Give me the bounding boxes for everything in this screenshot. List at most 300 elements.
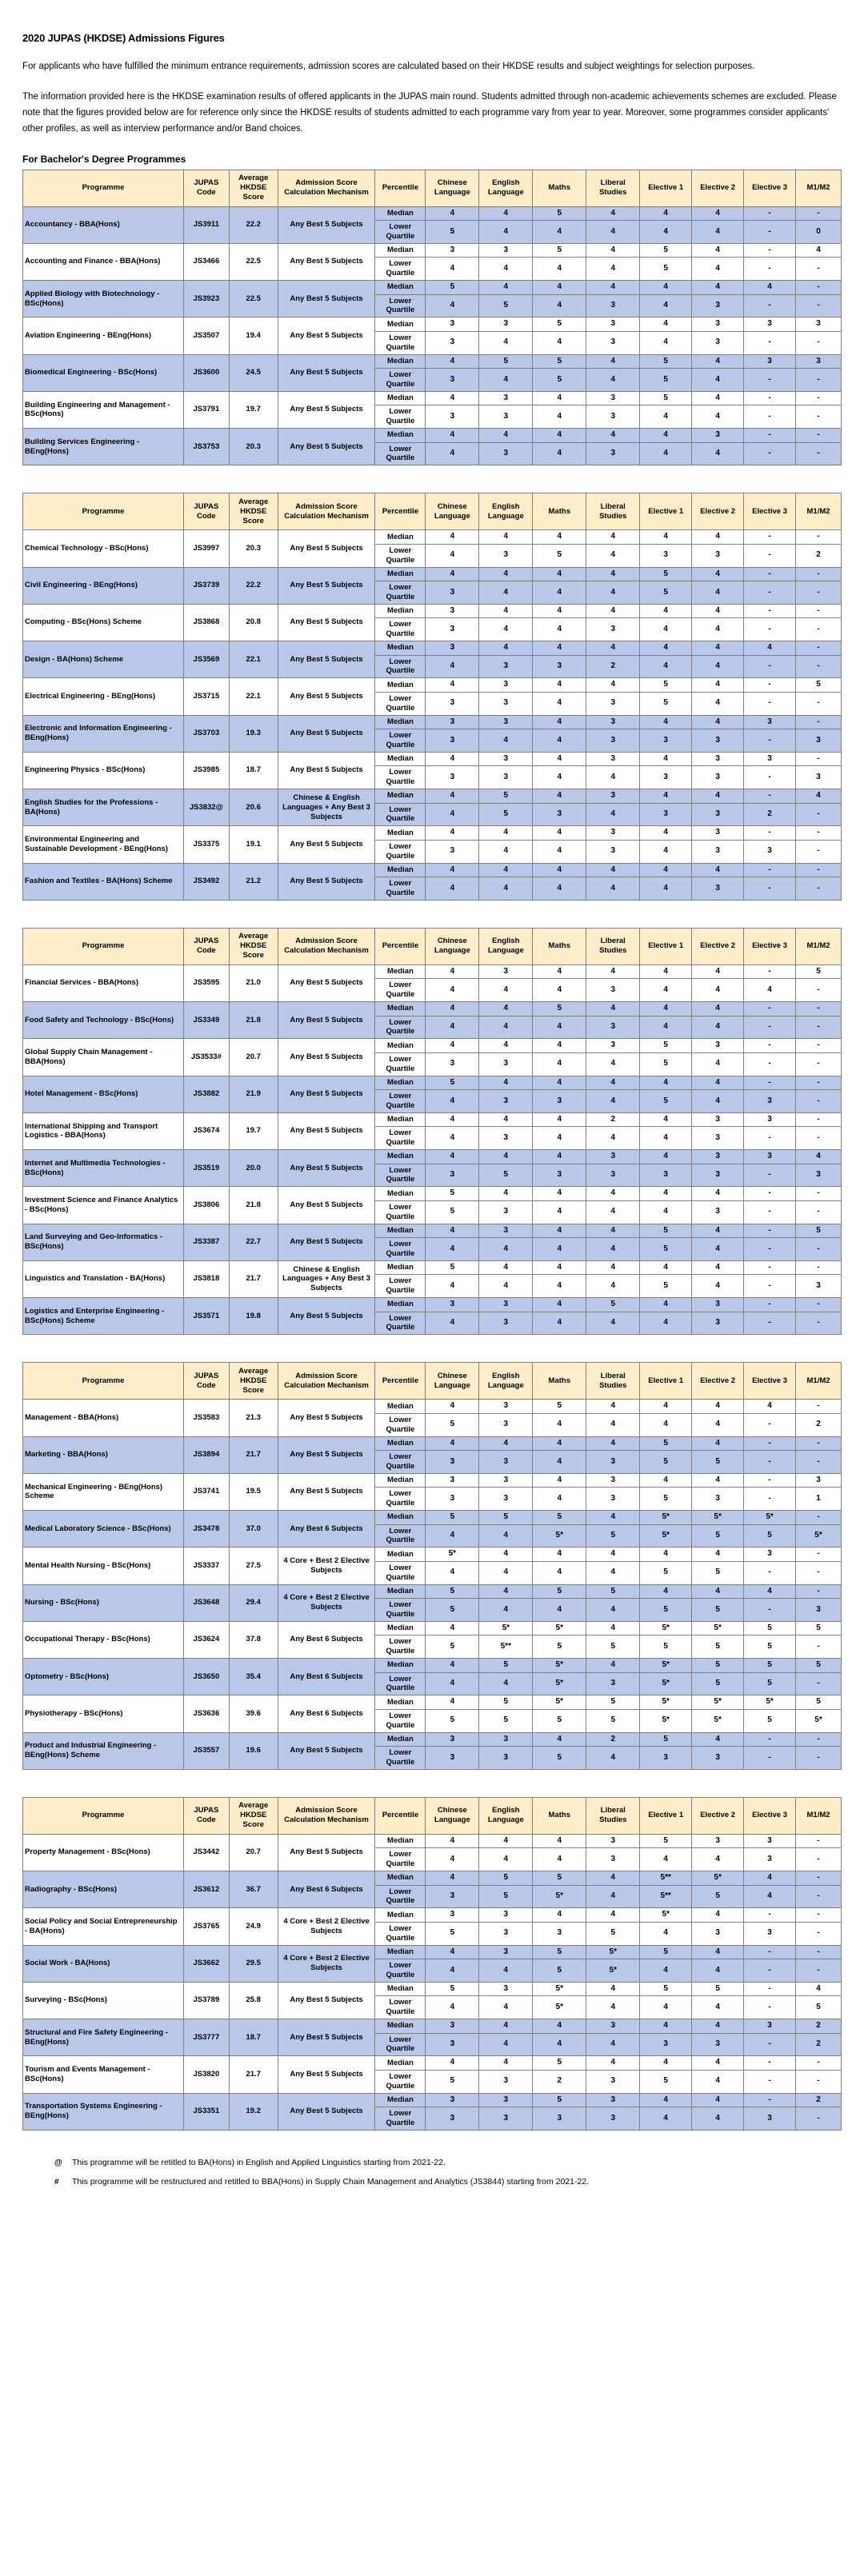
score-cell-median: 5 [692, 1982, 744, 1996]
score-cell-lower-quartile: - [744, 369, 796, 392]
mechanism-cell: Any Best 5 Subjects [278, 604, 375, 641]
score-cell-median: 5 [796, 1659, 842, 1673]
percentile-label-median: Median [375, 429, 426, 443]
mechanism-cell: Any Best 5 Subjects [278, 1150, 375, 1187]
score-cell-lower-quartile: - [796, 1747, 842, 1770]
table-row [23, 678, 842, 693]
score-cell-lower-quartile: 4 [533, 877, 586, 901]
score-cell-median: 5 [640, 567, 692, 581]
percentile-label-lower-quartile: Lower Quartile [375, 2033, 426, 2056]
score-cell-lower-quartile: 4 [479, 1275, 533, 1298]
jupas-code-cell: JS3351 [183, 2093, 229, 2130]
score-cell-median: 4 [533, 789, 586, 804]
score-cell-median: 4 [744, 1400, 796, 1414]
score-cell-median: 5 [796, 1621, 842, 1635]
score-cell-median: 4 [586, 1982, 640, 1996]
admissions-table [22, 493, 842, 901]
score-cell-median: 3 [479, 1945, 533, 1959]
score-cell-median: 5 [533, 206, 586, 221]
score-cell-median: 4 [640, 1260, 692, 1275]
jupas-code-cell: JS3894 [183, 1436, 229, 1473]
score-cell-median: 3 [586, 1473, 640, 1488]
score-cell-median: 4 [692, 715, 744, 729]
percentile-label-median: Median [375, 1224, 426, 1238]
programme-name-cell: Transportation Systems Engineering - BEng(Hons) [23, 2093, 184, 2130]
col-header-average-hkdse-score: Average HKDSE Score [229, 493, 278, 530]
table-row [23, 1400, 842, 1414]
score-cell-lower-quartile: - [796, 2070, 842, 2093]
score-cell-median: - [796, 1584, 842, 1599]
score-cell-lower-quartile: 5 [426, 1413, 479, 1436]
average-hkdse-score-cell: 21.8 [229, 1187, 278, 1224]
score-cell-lower-quartile: - [744, 1052, 796, 1076]
admissions-table [22, 1362, 842, 1770]
col-header-percentile: Percentile [375, 1797, 426, 1834]
score-cell-lower-quartile: 4 [640, 331, 692, 354]
score-cell-median: 5 [744, 1621, 796, 1635]
jupas-code-cell: JS3911 [183, 206, 229, 243]
score-cell-median: 5 [796, 1695, 842, 1710]
programme-name-cell: Product and Industrial Engineering - BEng(Hons) Scheme [23, 1732, 184, 1769]
score-cell-median: 5* [533, 1982, 586, 1996]
score-cell-lower-quartile: - [744, 1747, 796, 1770]
percentile-label-lower-quartile: Lower Quartile [375, 2107, 426, 2131]
score-cell-median: 3 [692, 1150, 744, 1164]
table-row [23, 1511, 842, 1525]
score-cell-median: - [744, 826, 796, 841]
table-row [23, 1621, 842, 1635]
score-cell-lower-quartile: - [744, 1275, 796, 1298]
score-cell-median: 4 [640, 1112, 692, 1127]
programme-name-cell: Chemical Technology - BSc(Hons) [23, 530, 184, 567]
score-cell-lower-quartile: 4 [640, 1996, 692, 2019]
score-cell-lower-quartile: 5 [426, 1635, 479, 1659]
percentile-label-lower-quartile: Lower Quartile [375, 1413, 426, 1436]
mechanism-cell: Any Best 5 Subjects [278, 2056, 375, 2093]
percentile-label-lower-quartile: Lower Quartile [375, 803, 426, 826]
score-cell-lower-quartile: - [744, 405, 796, 429]
score-cell-lower-quartile: 3 [692, 840, 744, 863]
footnote-text: This programme will be retitled to BA(Hons) in English and Applied Linguistics starting from 2021-22. [72, 2157, 446, 2167]
score-cell-median: 3 [692, 1834, 744, 1848]
score-cell-lower-quartile: 5 [640, 1561, 692, 1584]
score-cell-median: 2 [586, 1732, 640, 1747]
score-cell-median: - [796, 567, 842, 581]
percentile-label-median: Median [375, 1436, 426, 1451]
score-cell-median: 3 [479, 1473, 533, 1488]
score-cell-lower-quartile: 2 [796, 1413, 842, 1436]
score-cell-median: 4 [586, 1436, 640, 1451]
score-cell-lower-quartile: 4 [640, 405, 692, 429]
score-cell-median: 4 [744, 641, 796, 656]
mechanism-cell: Any Best 5 Subjects [278, 1187, 375, 1224]
score-cell-lower-quartile: 3 [586, 692, 640, 715]
score-cell-lower-quartile: 5 [640, 1635, 692, 1659]
score-cell-median: 4 [692, 1908, 744, 1923]
score-cell-median: 5 [426, 1511, 479, 1525]
table-row [23, 1834, 842, 1848]
col-header-chinese-language: Chinese Language [426, 1363, 479, 1400]
score-cell-lower-quartile: 3 [796, 1164, 842, 1187]
percentile-label-lower-quartile: Lower Quartile [375, 405, 426, 429]
score-cell-lower-quartile: 2 [533, 2070, 586, 2093]
score-cell-lower-quartile: - [796, 1959, 842, 1983]
col-header-m1-m2: M1/M2 [796, 1797, 842, 1834]
score-cell-median: 4 [586, 530, 640, 545]
score-cell-median: 4 [533, 1260, 586, 1275]
score-cell-lower-quartile: 3 [479, 655, 533, 678]
percentile-label-median: Median [375, 1584, 426, 1599]
programme-name-cell: Electronic and Information Engineering - BEng(Hons) [23, 715, 184, 752]
table-row [23, 1732, 842, 1747]
score-cell-median: 5* [640, 1511, 692, 1525]
score-cell-lower-quartile: 4 [586, 581, 640, 605]
score-cell-median: 3 [744, 715, 796, 729]
score-cell-lower-quartile: - [796, 1238, 842, 1261]
score-cell-lower-quartile: - [744, 1312, 796, 1335]
score-cell-lower-quartile: 3 [586, 294, 640, 318]
score-cell-lower-quartile: 4 [533, 2033, 586, 2056]
table-row [23, 206, 842, 221]
score-cell-median: - [796, 1548, 842, 1562]
score-cell-median: 3 [479, 678, 533, 693]
score-cell-lower-quartile: 2 [744, 803, 796, 826]
score-cell-median: 4 [533, 1076, 586, 1090]
score-cell-median: 3 [586, 2093, 640, 2107]
programme-name-cell: Building Engineering and Management - BSc(Hons) [23, 391, 184, 428]
score-cell-lower-quartile: 4 [426, 1561, 479, 1584]
score-cell-median: 5 [426, 1982, 479, 1996]
score-cell-median: 4 [640, 1400, 692, 1414]
score-cell-lower-quartile: 3 [426, 581, 479, 605]
table-row [23, 1224, 842, 1238]
score-cell-lower-quartile: 4 [692, 442, 744, 465]
section-title-bachelor-programmes: For Bachelor's Degree Programmes [22, 153, 186, 165]
table-row [23, 1039, 842, 1053]
score-cell-lower-quartile: 3 [586, 405, 640, 429]
score-cell-lower-quartile: - [744, 2070, 796, 2093]
mechanism-cell: Any Best 5 Subjects [278, 2019, 375, 2056]
col-header-elective-2: Elective 2 [692, 170, 744, 206]
score-cell-median: 4 [479, 826, 533, 841]
score-cell-median: - [744, 530, 796, 545]
score-cell-median: - [796, 2056, 842, 2071]
average-hkdse-score-cell: 21.0 [229, 965, 278, 1001]
table-row [23, 752, 842, 766]
score-cell-lower-quartile: 5 [426, 221, 479, 244]
mechanism-cell: 4 Core + Best 2 Elective Subjects [278, 1548, 375, 1584]
intro-paragraph-1: For applicants who have fulfilled the minimum entrance requirements, admission scores are calculated based on their HKDSE results and subject weightings for selection purposes. [22, 62, 755, 71]
average-hkdse-score-cell: 21.7 [229, 2056, 278, 2093]
col-header-chinese-language: Chinese Language [426, 170, 479, 206]
admissions-table [22, 170, 842, 466]
score-cell-lower-quartile: 3 [479, 1747, 533, 1770]
score-cell-lower-quartile: - [796, 1635, 842, 1659]
score-cell-lower-quartile: 3 [586, 1164, 640, 1187]
percentile-label-lower-quartile: Lower Quartile [375, 1451, 426, 1474]
score-cell-median: - [744, 1187, 796, 1201]
score-cell-median: 5 [640, 1224, 692, 1238]
score-cell-median: 4 [640, 1150, 692, 1164]
score-cell-median: 3 [586, 318, 640, 332]
percentile-label-lower-quartile: Lower Quartile [375, 331, 426, 354]
programme-name-cell: Occupational Therapy - BSc(Hons) [23, 1621, 184, 1658]
score-cell-lower-quartile: 4 [533, 766, 586, 789]
table-row [23, 1982, 842, 1996]
average-hkdse-score-cell: 18.7 [229, 752, 278, 789]
score-cell-median: 4 [479, 1076, 533, 1090]
score-cell-lower-quartile: 3 [586, 1488, 640, 1511]
score-cell-lower-quartile: 3 [479, 1200, 533, 1224]
mechanism-cell: Any Best 5 Subjects [278, 826, 375, 863]
score-cell-median: 3 [479, 965, 533, 979]
score-cell-lower-quartile: 5 [692, 1885, 744, 1908]
col-header-percentile: Percentile [375, 170, 426, 206]
average-hkdse-score-cell: 18.7 [229, 2019, 278, 2056]
table-row [23, 354, 842, 369]
score-cell-lower-quartile: 4 [640, 1016, 692, 1039]
score-cell-lower-quartile: 5 [640, 258, 692, 281]
score-cell-lower-quartile: 5 [640, 1275, 692, 1298]
score-cell-median: 3 [692, 826, 744, 841]
score-cell-median: 4 [533, 1732, 586, 1747]
score-cell-lower-quartile: 4 [533, 840, 586, 863]
score-cell-lower-quartile: 4 [533, 1127, 586, 1150]
score-cell-median: - [744, 1076, 796, 1090]
mechanism-cell: Any Best 5 Subjects [278, 243, 375, 280]
percentile-label-median: Median [375, 1002, 426, 1016]
footnote-item [54, 2158, 842, 2167]
table-row [23, 1908, 842, 1923]
score-cell-median: 4 [586, 604, 640, 618]
score-cell-lower-quartile: 4 [479, 258, 533, 281]
score-cell-median: - [744, 429, 796, 443]
average-hkdse-score-cell: 37.8 [229, 1621, 278, 1658]
score-cell-lower-quartile: 3 [479, 766, 533, 789]
score-cell-lower-quartile: 5* [533, 1996, 586, 2019]
score-cell-lower-quartile: 5** [479, 1635, 533, 1659]
score-cell-median: 4 [533, 826, 586, 841]
score-cell-median: 4 [533, 391, 586, 405]
average-hkdse-score-cell: 19.3 [229, 715, 278, 752]
score-cell-lower-quartile: 5 [426, 1599, 479, 1622]
col-header-elective-2: Elective 2 [692, 1797, 744, 1834]
mechanism-cell: Any Best 5 Subjects [278, 641, 375, 678]
mechanism-cell: Any Best 6 Subjects [278, 1621, 375, 1658]
score-cell-lower-quartile: 3 [479, 405, 533, 429]
score-cell-lower-quartile: - [796, 1672, 842, 1695]
score-cell-lower-quartile: 4 [586, 544, 640, 567]
mechanism-cell: 4 Core + Best 2 Elective Subjects [278, 1945, 375, 1982]
col-header-average-hkdse-score: Average HKDSE Score [229, 1797, 278, 1834]
score-cell-median: 4 [640, 604, 692, 618]
score-cell-lower-quartile: - [796, 258, 842, 281]
score-cell-lower-quartile: 4 [533, 1413, 586, 1436]
percentile-label-median: Median [375, 391, 426, 405]
score-cell-median: 4 [479, 1548, 533, 1562]
score-cell-median: - [744, 678, 796, 693]
score-cell-lower-quartile: 3 [479, 1312, 533, 1335]
average-hkdse-score-cell: 22.5 [229, 243, 278, 280]
score-cell-median: - [744, 604, 796, 618]
score-cell-lower-quartile: 4 [426, 1996, 479, 2019]
score-cell-median: 4 [479, 281, 533, 295]
score-cell-lower-quartile: - [796, 405, 842, 429]
score-cell-median: - [796, 1039, 842, 1053]
percentile-label-median: Median [375, 1298, 426, 1312]
programme-name-cell: Marketing - BBA(Hons) [23, 1436, 184, 1473]
score-cell-lower-quartile: 5* [796, 1709, 842, 1732]
score-cell-lower-quartile: 4 [586, 1996, 640, 2019]
programme-name-cell: Accountancy - BBA(Hons) [23, 206, 184, 243]
percentile-label-lower-quartile: Lower Quartile [375, 1848, 426, 1871]
mechanism-cell: Any Best 6 Subjects [278, 1659, 375, 1695]
score-cell-median: 3 [479, 1732, 533, 1747]
score-cell-lower-quartile: 4 [692, 221, 744, 244]
score-cell-median: 4 [640, 1298, 692, 1312]
mechanism-cell: Chinese & English Languages + Any Best 3 Subjects [278, 1260, 375, 1297]
score-cell-median: 5 [479, 789, 533, 804]
document-page [0, 32, 864, 2244]
score-cell-median: 5* [533, 1659, 586, 1673]
score-cell-lower-quartile: 3 [479, 2107, 533, 2131]
score-cell-lower-quartile: - [796, 294, 842, 318]
score-cell-median: 4 [692, 2019, 744, 2034]
score-cell-median: 4 [586, 1002, 640, 1016]
percentile-label-lower-quartile: Lower Quartile [375, 1488, 426, 1511]
score-cell-median: 5 [640, 354, 692, 369]
col-header-elective-1: Elective 1 [640, 1797, 692, 1834]
score-cell-median: 5* [640, 1659, 692, 1673]
col-header-m1-m2: M1/M2 [796, 1363, 842, 1400]
score-cell-median: 3 [586, 391, 640, 405]
table-row [23, 1584, 842, 1599]
programme-name-cell: International Shipping and Transport Logistics - BBA(Hons) [23, 1112, 184, 1149]
programme-name-cell: Management - BBA(Hons) [23, 1400, 184, 1436]
table-row [23, 2056, 842, 2071]
score-cell-median: 4 [479, 1187, 533, 1201]
programme-name-cell: Mechanical Engineering - BEng(Hons) Scheme [23, 1473, 184, 1510]
score-cell-median: 4 [744, 1871, 796, 1886]
percentile-label-median: Median [375, 206, 426, 221]
table-row [23, 530, 842, 545]
programme-name-cell: Medical Laboratory Science - BSc(Hons) [23, 1511, 184, 1548]
score-cell-median: 5* [533, 1621, 586, 1635]
score-cell-median: 4 [692, 1400, 744, 1414]
score-cell-lower-quartile: 4 [533, 442, 586, 465]
score-cell-median: 4 [479, 1834, 533, 1848]
col-header-elective-2: Elective 2 [692, 493, 744, 530]
footnote-marker: # [54, 2177, 59, 2187]
score-cell-lower-quartile: - [744, 544, 796, 567]
table-header-row [23, 928, 842, 965]
table-row [23, 1436, 842, 1451]
score-cell-lower-quartile: 4 [426, 1672, 479, 1695]
col-header-average-hkdse-score: Average HKDSE Score [229, 928, 278, 965]
score-cell-lower-quartile: 5 [479, 1709, 533, 1732]
score-cell-lower-quartile: 2 [796, 544, 842, 567]
score-cell-median: 4 [533, 715, 586, 729]
score-cell-median: 5 [533, 1584, 586, 1599]
score-cell-lower-quartile: 4 [640, 655, 692, 678]
jupas-code-cell: JS3507 [183, 318, 229, 354]
table-row [23, 429, 842, 443]
col-header-liberal-studies: Liberal Studies [586, 1363, 640, 1400]
score-cell-lower-quartile: 3 [426, 1885, 479, 1908]
score-cell-lower-quartile: 3 [533, 1164, 586, 1187]
average-hkdse-score-cell: 20.3 [229, 530, 278, 567]
percentile-label-lower-quartile: Lower Quartile [375, 1635, 426, 1659]
mechanism-cell: Any Best 5 Subjects [278, 1039, 375, 1076]
score-cell-median: 5* [586, 1945, 640, 1959]
average-hkdse-score-cell: 25.8 [229, 1982, 278, 2019]
score-cell-median: 4 [640, 2056, 692, 2071]
score-cell-median: - [796, 281, 842, 295]
score-cell-lower-quartile: 4 [533, 1275, 586, 1298]
score-cell-lower-quartile: 4 [586, 1747, 640, 1770]
score-cell-lower-quartile: 3 [586, 1848, 640, 1871]
score-cell-lower-quartile: 4 [586, 369, 640, 392]
score-cell-median: 4 [426, 1112, 479, 1127]
score-cell-lower-quartile: 4 [692, 258, 744, 281]
percentile-label-median: Median [375, 863, 426, 877]
score-cell-median: 4 [586, 1260, 640, 1275]
score-cell-lower-quartile: 4 [692, 1413, 744, 1436]
score-cell-lower-quartile: 4 [640, 618, 692, 641]
jupas-code-cell: JS3442 [183, 1834, 229, 1871]
score-cell-median: 4 [640, 1584, 692, 1599]
score-cell-median: 4 [426, 965, 479, 979]
score-cell-lower-quartile: 4 [586, 1599, 640, 1622]
score-cell-median: 4 [426, 1039, 479, 1053]
score-cell-lower-quartile: 5 [692, 1672, 744, 1695]
score-cell-lower-quartile: 3 [533, 1090, 586, 1113]
programme-name-cell: Structural and Fire Safety Engineering - BEng(Hons) [23, 2019, 184, 2056]
score-cell-median: 4 [479, 604, 533, 618]
score-cell-lower-quartile: - [744, 877, 796, 901]
programme-name-cell: Accounting and Finance - BBA(Hons) [23, 243, 184, 280]
score-cell-median: 4 [586, 567, 640, 581]
score-cell-median: 3 [692, 1039, 744, 1053]
score-cell-median: 4 [533, 567, 586, 581]
score-cell-lower-quartile: - [744, 442, 796, 465]
score-cell-median: - [796, 1400, 842, 1414]
percentile-label-lower-quartile: Lower Quartile [375, 1709, 426, 1732]
score-cell-lower-quartile: - [744, 618, 796, 641]
score-cell-median: 4 [640, 1473, 692, 1488]
score-cell-median: 5 [640, 243, 692, 258]
score-cell-median: 3 [479, 1908, 533, 1923]
score-cell-lower-quartile: 3 [586, 729, 640, 753]
percentile-label-lower-quartile: Lower Quartile [375, 1312, 426, 1335]
programme-name-cell: Civil Engineering - BEng(Hons) [23, 567, 184, 604]
score-cell-lower-quartile: 4 [533, 405, 586, 429]
score-cell-median: 4 [533, 281, 586, 295]
score-cell-median: 4 [640, 1002, 692, 1016]
percentile-label-lower-quartile: Lower Quartile [375, 1672, 426, 1695]
percentile-label-median: Median [375, 1659, 426, 1673]
score-cell-lower-quartile: 4 [692, 1275, 744, 1298]
score-cell-median: 4 [479, 863, 533, 877]
score-cell-median: - [796, 1260, 842, 1275]
score-cell-median: 3 [479, 1224, 533, 1238]
mechanism-cell: 4 Core + Best 2 Elective Subjects [278, 1584, 375, 1621]
score-cell-lower-quartile: 3 [479, 1413, 533, 1436]
score-cell-lower-quartile: 5 [533, 544, 586, 567]
score-cell-lower-quartile: 3 [586, 1672, 640, 1695]
score-cell-lower-quartile: 4 [426, 1127, 479, 1150]
percentile-label-median: Median [375, 1187, 426, 1201]
